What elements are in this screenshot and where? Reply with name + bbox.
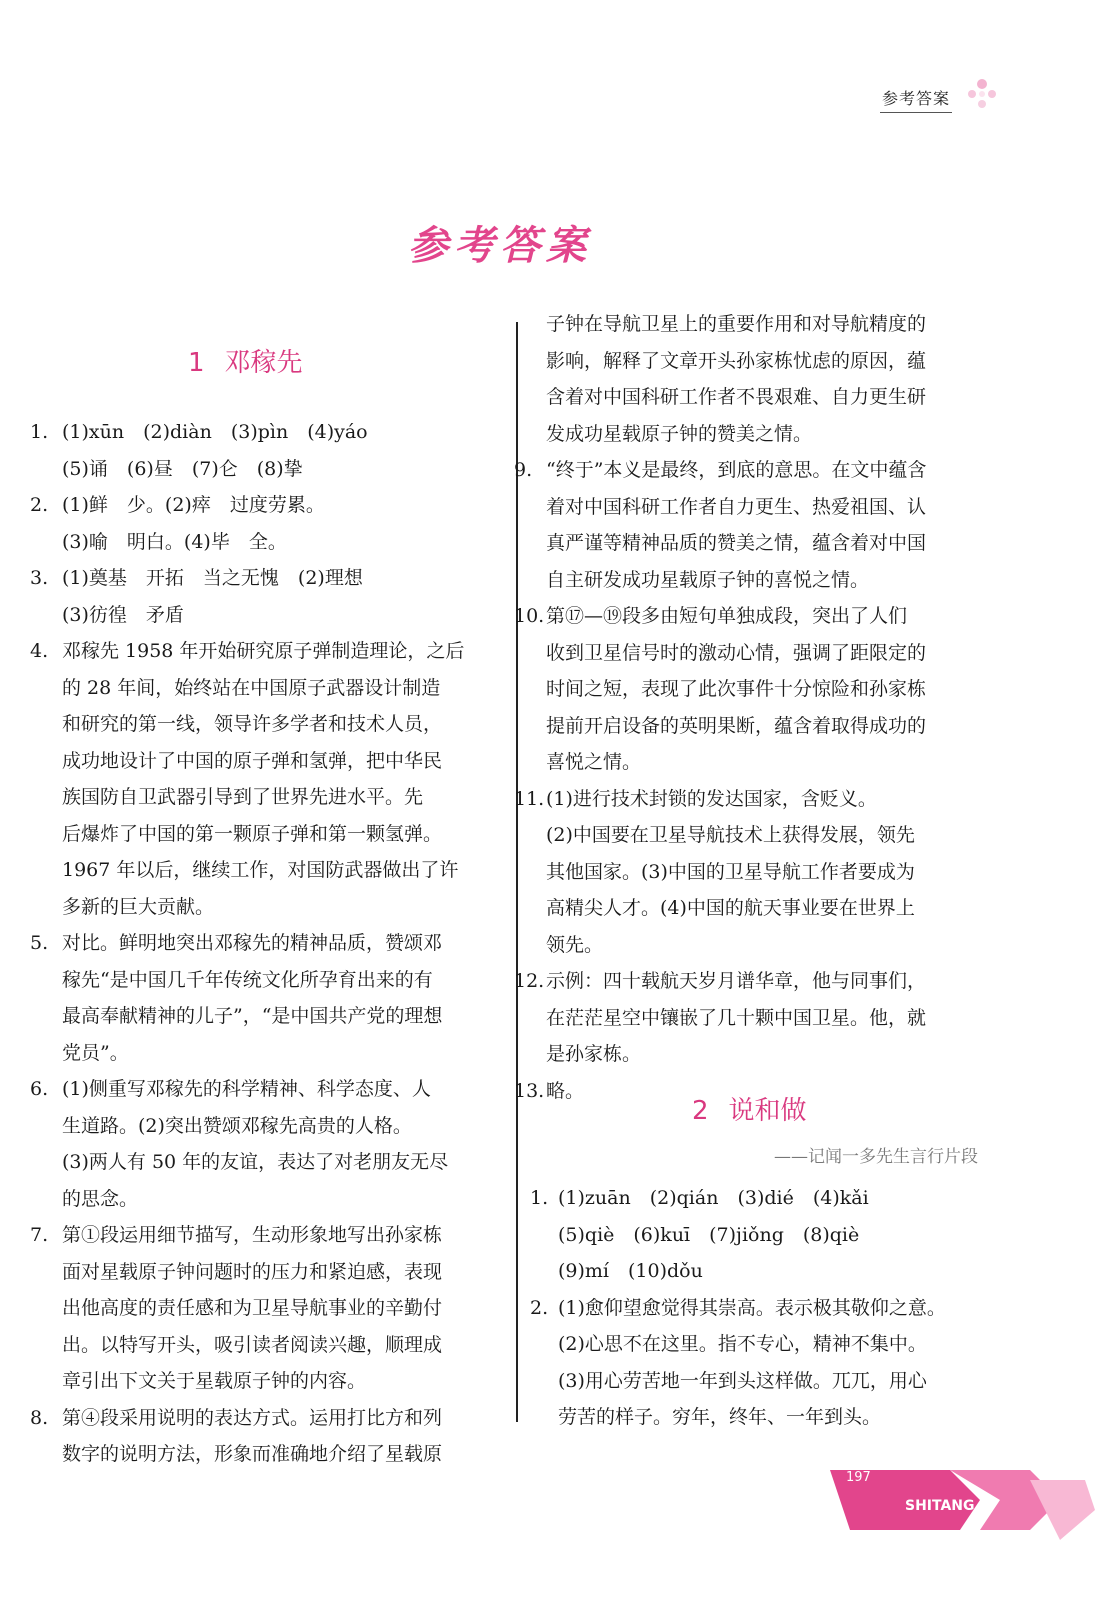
answer-line: (1)侧重写邓稼先的科学精神、科学态度、人: [62, 1078, 431, 1100]
answer-line: 多新的巨大贡献。: [62, 895, 215, 918]
answer-number: 9.: [514, 459, 533, 481]
section-subtitle: ——记闻一多先生言行片段: [774, 1147, 978, 1167]
answer-line: 收到卫星信号时的激动心情，强调了距限定的: [546, 641, 927, 664]
answer-number: 1.: [30, 421, 49, 443]
answer-line: 最高奉献精神的儿子”，“是中国共产党的理想: [62, 1005, 443, 1027]
answer-item: [514, 1073, 984, 1110]
answer-line: 子钟在导航卫星上的重要作用和对导航精度的: [546, 313, 927, 335]
answer-line: (9)mí (10)dǒu: [558, 1260, 703, 1282]
answer-number: 11.: [514, 787, 545, 810]
answer-line: (1)奠基 开拓 当之无愧 (2)理想: [62, 567, 363, 589]
header-label: 参考答案: [882, 89, 951, 108]
page-number: 197: [846, 1470, 871, 1485]
answer-item: [30, 560, 500, 633]
answer-number: 5.: [30, 932, 49, 954]
answer-line: 示例：四十载航天岁月谱华章，他与同事们，: [546, 970, 927, 992]
answer-item: [30, 414, 500, 487]
answer-line: 对比。鲜明地突出邓稼先的精神品质，赞颂邓: [62, 932, 443, 954]
answer-number: 8.: [30, 1406, 49, 1429]
answer-line: (5)qiè (6)kuī (7)jiǒng (8)qiè: [558, 1223, 860, 1246]
section-number: 2: [692, 1096, 709, 1126]
answer-line: 1967 年以后，继续工作，对国防武器做出了许: [62, 859, 459, 881]
answer-line: 后爆炸了中国的第一颗原子弹和第一颗氢弹。: [62, 822, 443, 845]
section-name: 说和做: [728, 1096, 807, 1126]
answer-line: 生道路。(2)突出赞颂邓稼先高贵的人格。: [62, 1114, 412, 1137]
answer-line: 劳苦的样子。穷年，终年、一年到头。: [558, 1406, 882, 1428]
answer-line: 其他国家。(3)中国的卫星导航工作者要成为: [546, 860, 915, 883]
answer-line: 影响，解释了文章开头孙家栋忧虑的原因，蕴: [546, 349, 927, 372]
answer-number: 7.: [30, 1224, 49, 1246]
answer-line: (3)两人有 50 年的友谊，表达了对老朋友无尽: [62, 1151, 449, 1173]
answer-item: [514, 306, 984, 452]
answer-line: (1)xūn (2)diàn (3)pìn (4)yáo: [62, 421, 368, 443]
answer-item: [30, 1217, 500, 1400]
answer-line: 出他高度的责任感和为卫星导航事业的辛勤付: [62, 1297, 443, 1319]
answer-number: 2.: [530, 1296, 549, 1319]
answer-line: 族国防自卫武器引导到了世界先进水平。先: [62, 786, 424, 808]
flower-icon: [958, 74, 1008, 114]
answer-line: (2)中国要在卫星导航技术上获得发展，领先: [546, 824, 915, 846]
banner-text: SHITANG: [905, 1498, 975, 1514]
answer-line: 出。以特写开头，吸引读者阅读兴趣，顺理成: [62, 1333, 443, 1356]
answer-line: (1)进行技术封锁的发达国家，含贬义。: [546, 787, 877, 810]
answer-line: 自主研发成功星载原子钟的喜悦之情。: [546, 568, 870, 591]
answer-line: 数字的说明方法，形象而准确地介绍了星载原: [62, 1443, 443, 1465]
answer-item: [530, 1290, 990, 1436]
answer-line: 真严谨等精神品质的赞美之情，蕴含着对中国: [546, 532, 927, 554]
answer-number: 13.: [514, 1079, 545, 1102]
answer-line: 在茫茫星空中镶嵌了几十颗中国卫星。他，就: [546, 1006, 927, 1029]
answer-line: 第⑰—⑲段多由短句单独成段，突出了人们: [546, 605, 908, 627]
header-rule: [880, 112, 952, 113]
answer-number: 2.: [30, 494, 49, 516]
answer-line: (3)彷徨 矛盾: [62, 603, 184, 626]
answer-line: 和研究的第一线，领导许多学者和技术人员，: [62, 713, 443, 735]
section-number: 1: [188, 348, 205, 378]
page-title: 参考答案: [408, 222, 592, 269]
answer-line: (1)zuān (2)qián (3)dié (4)kǎi: [558, 1187, 869, 1209]
answer-number: 4.: [30, 640, 49, 662]
answer-item: [30, 633, 500, 925]
answer-line: 提前开启设备的英明果断，蕴含着取得成功的: [546, 714, 927, 737]
answer-line: (3)用心劳苦地一年到头这样做。兀兀，用心: [558, 1369, 927, 1392]
answer-line: (1)愈仰望愈觉得其崇高。表示极其敬仰之意。: [558, 1296, 946, 1319]
answer-line: 是孙家栋。: [546, 1043, 642, 1065]
left-column: [30, 414, 500, 1473]
answer-line: (1)鲜 少。(2)瘁 过度劳累。: [62, 494, 325, 516]
answer-line: 着对中国科研工作者自力更生、热爱祖国、认: [546, 495, 927, 518]
answer-number: 6.: [30, 1078, 49, 1100]
answer-line: 面对星载原子钟问题时的压力和紧迫感，表现: [62, 1260, 443, 1283]
answer-line: (2)心思不在这里。指不专心，精神不集中。: [558, 1333, 927, 1355]
answer-line: 成功地设计了中国的原子弹和氢弹，把中华民: [62, 749, 443, 772]
answer-item: [30, 925, 500, 1071]
right-column-bottom: [530, 1180, 990, 1436]
answer-item: [530, 1180, 990, 1290]
answer-number: 3.: [30, 567, 49, 589]
answer-number: 10.: [514, 605, 545, 627]
answer-line: 邓稼先 1958 年开始研究原子弹制造理论，之后: [62, 640, 465, 662]
answer-line: 第①段运用细节描写，生动形象地写出孙家栋: [62, 1224, 443, 1246]
answer-line: (3)喻 明白。(4)毕 全。: [62, 530, 287, 553]
answer-line: 的思念。: [62, 1187, 139, 1210]
answer-item: [30, 1400, 500, 1473]
answer-line: 含着对中国科研工作者不畏艰难、自力更生研: [546, 386, 927, 408]
answer-line: 第④段采用说明的表达方式。运用打比方和列: [62, 1406, 443, 1429]
answer-item: [514, 781, 984, 964]
answer-item: [514, 598, 984, 781]
answer-item: [514, 963, 984, 1073]
answer-line: 领先。: [546, 933, 604, 956]
answer-line: 略。: [546, 1079, 585, 1102]
answer-line: 稼先“是中国几千年传统文化所孕育出来的有: [62, 968, 433, 991]
answer-item: [514, 452, 984, 598]
answer-line: “终于”本义是最终，到底的意思。在文中蕴含: [546, 459, 927, 481]
answer-line: 党员”。: [62, 1041, 129, 1064]
answer-item: [30, 1071, 500, 1217]
answer-line: 高精尖人才。(4)中国的航天事业要在世界上: [546, 897, 915, 919]
footer-banner: [830, 1430, 1095, 1560]
answer-line: 喜悦之情。: [546, 751, 642, 773]
right-column-top: [514, 306, 984, 1109]
answer-line: 时间之短，表现了此次事件十分惊险和孙家栋: [546, 678, 927, 700]
section-title-1: [188, 342, 303, 379]
answer-number: 12.: [514, 970, 545, 992]
answer-item: [30, 487, 500, 560]
section-name: 邓稼先: [224, 348, 303, 378]
answer-line: (5)诵 (6)昼 (7)仑 (8)挚: [62, 457, 303, 480]
answer-line: 章引出下文关于星载原子钟的内容。: [62, 1370, 367, 1392]
answer-line: 的 28 年间，始终站在中国原子武器设计制造: [62, 676, 441, 699]
answer-number: 1.: [530, 1187, 549, 1209]
answer-line: 发成功星载原子钟的赞美之情。: [546, 422, 813, 445]
